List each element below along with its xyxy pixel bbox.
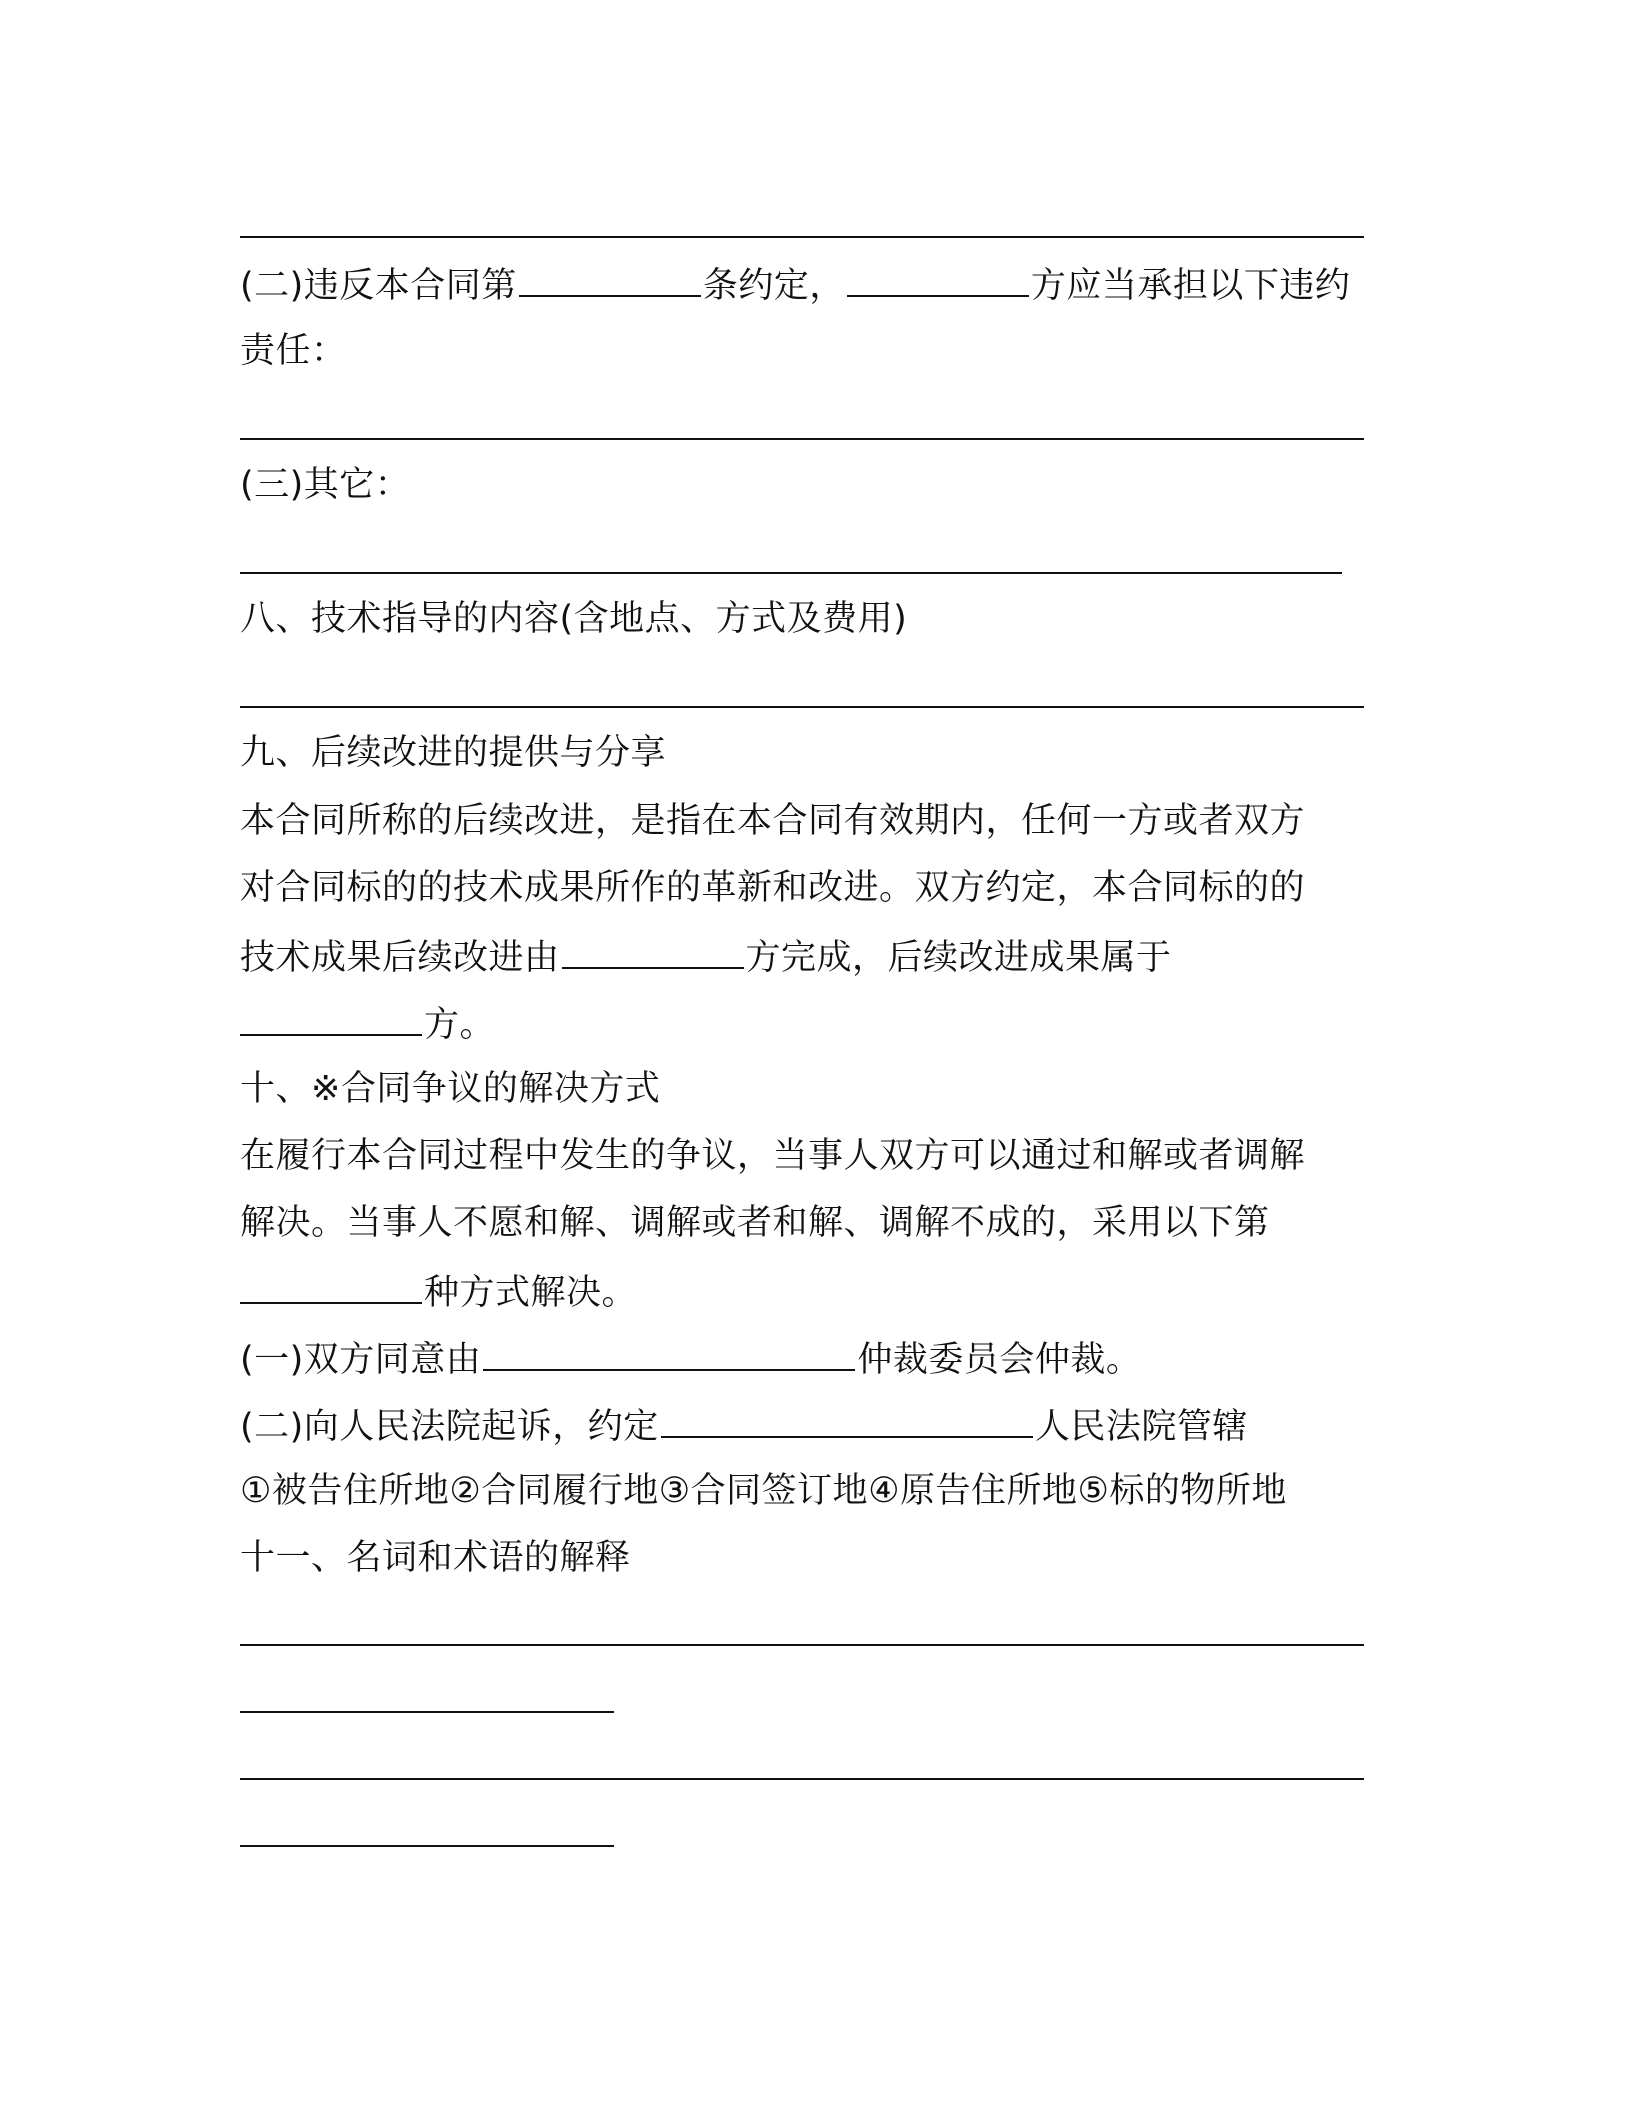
text: 十一、名词和术语的解释: [240, 1538, 631, 1578]
clause-line: [240, 863, 1305, 913]
text: 本合同所称的后续改进，是指在本合同有效期内，任何一方或者双方: [240, 801, 1306, 841]
text: 责任：: [240, 331, 347, 371]
text: (三)其它：: [240, 465, 411, 505]
clause-line: [240, 1332, 1141, 1385]
blank-field[interactable]: [240, 997, 422, 1036]
fill-line: [240, 236, 1364, 238]
section-heading: [240, 728, 666, 778]
section-heading: [240, 594, 907, 644]
text: (二)违反本合同第: [240, 265, 517, 306]
blank-field[interactable]: [847, 258, 1029, 297]
text: 仲裁委员会仲裁。: [857, 1339, 1142, 1380]
text: 十、※合同争议的解决方式: [240, 1069, 661, 1109]
clause-line: [240, 1198, 1270, 1248]
section-heading: [240, 1064, 660, 1114]
blank-field[interactable]: [483, 1332, 855, 1371]
text: 人民法院管辖: [1034, 1406, 1248, 1447]
clause-line: [240, 460, 410, 510]
clause-line: [240, 1466, 1287, 1516]
text: (一)双方同意由: [240, 1339, 482, 1380]
fill-line: [240, 1778, 1364, 1780]
fill-line: [240, 1644, 1364, 1646]
text: 种方式解决。: [424, 1272, 638, 1313]
text: 条约定，: [702, 265, 845, 306]
clause-line: [240, 997, 495, 1050]
text: 方应当承担以下违约: [1030, 265, 1351, 306]
blank-field[interactable]: [519, 258, 701, 297]
fill-line: [240, 1845, 614, 1847]
blank-field[interactable]: [661, 1399, 1033, 1438]
blank-field[interactable]: [562, 930, 744, 969]
text: 方。: [424, 1004, 496, 1045]
text: 方完成，后续改进成果属于: [745, 937, 1172, 978]
clause-line: [240, 1399, 1248, 1452]
clause-line: [240, 258, 1350, 311]
clause-line: [240, 930, 1172, 983]
clause-line: [240, 326, 347, 376]
blank-field[interactable]: [240, 1265, 422, 1304]
text: 在履行本合同过程中发生的争议，当事人双方可以通过和解或者调解: [240, 1136, 1306, 1176]
clause-line: [240, 796, 1305, 846]
text: ①被告住所地②合同履行地③合同签订地④原告住所地⑤标的物所地: [240, 1471, 1287, 1511]
text: 八、技术指导的内容(含地点、方式及费用): [240, 599, 908, 639]
section-heading: [240, 1533, 631, 1583]
text: 解决。当事人不愿和解、调解或者和解、调解不成的，采用以下第: [240, 1203, 1270, 1243]
clause-line: [240, 1265, 637, 1318]
text: 对合同标的的技术成果所作的革新和改进。双方约定，本合同标的的: [240, 868, 1306, 908]
clause-line: [240, 1131, 1305, 1181]
text: 技术成果后续改进由: [240, 937, 560, 978]
text: (二)向人民法院起诉，约定: [240, 1406, 659, 1447]
text: 九、后续改进的提供与分享: [240, 733, 667, 773]
fill-line: [240, 438, 1364, 440]
fill-line: [240, 706, 1364, 708]
fill-line: [240, 1711, 614, 1713]
fill-line: [240, 572, 1342, 574]
